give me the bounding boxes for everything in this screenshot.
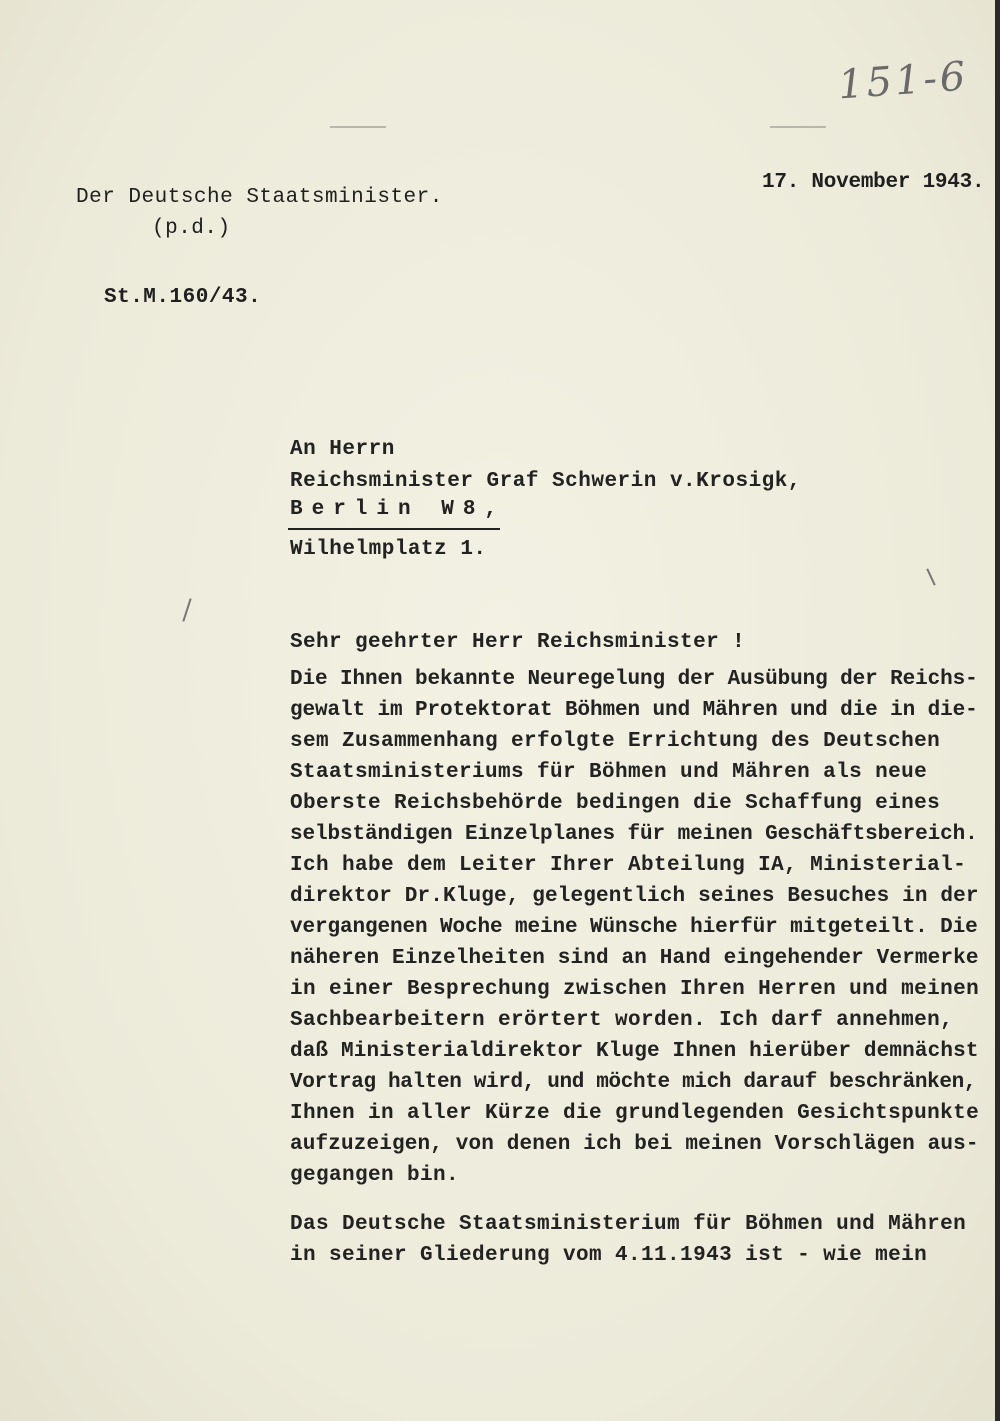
- letter-date: 17. November 1943.: [762, 171, 985, 194]
- body-line: Ich habe dem Leiter Ihrer Abteilung IA, Ministerial-: [290, 854, 967, 877]
- body-line: Sachbearbeitern erörtert worden. Ich darf annehmen,: [290, 1009, 954, 1032]
- body-line: gegangen bin.: [290, 1164, 460, 1187]
- body-line: direktor Dr.Kluge, gelegentlich seines Besuches in der: [290, 885, 979, 908]
- body-line: aufzuzeigen, von denen ich bei meinen Vorschlägen aus-: [290, 1133, 979, 1156]
- city-underline: [288, 528, 500, 530]
- smudge-mark: [330, 126, 386, 128]
- smudge-mark: [770, 126, 826, 128]
- address-city: Berlin W8,: [290, 498, 507, 521]
- body-line: daß Ministerialdirektor Kluge Ihnen hierüber demnächst: [290, 1040, 979, 1063]
- sender-line-2: (p.d.): [152, 217, 231, 240]
- body-line: selbständigen Einzelplanes für meinen Geschäftsbereich.: [290, 823, 978, 846]
- body-line: vergangenen Woche meine Wünsche hierfür mitgeteilt. Die: [290, 916, 978, 939]
- greeting: Sehr geehrter Herr Reichsminister !: [290, 631, 746, 654]
- body-line: in seiner Gliederung vom 4.11.1943 ist - wie mein: [290, 1244, 928, 1267]
- body-line: Staatsministeriums für Böhmen und Mähren als neue: [290, 761, 928, 784]
- address-street: Wilhelmplatz 1.: [290, 538, 487, 561]
- body-line: Die Ihnen bekannte Neuregelung der Ausübung der Reichs-: [290, 668, 978, 691]
- body-line: näheren Einzelheiten sind an Hand eingehender Vermerke: [290, 947, 979, 970]
- sender-line-1: Der Deutsche Staatsminister.: [76, 186, 443, 209]
- reference-number: St.M.160/43.: [104, 286, 262, 309]
- body-line: Ihnen in aller Kürze die grundlegenden Gesichtspunkte: [290, 1102, 980, 1125]
- address-name: Reichsminister Graf Schwerin v.Krosigk,: [290, 470, 801, 493]
- body-line: Oberste Reichsbehörde bedingen die Schaffung eines: [290, 792, 941, 815]
- address-prefix: An Herrn: [290, 438, 395, 461]
- pencil-stroke: [182, 598, 191, 621]
- body-line: sem Zusammenhang erfolgte Errichtung des Deutschen: [290, 730, 941, 753]
- scan-edge: [995, 0, 1000, 1421]
- body-line: Vortrag halten wird, und möchte mich darauf beschränken,: [290, 1071, 977, 1094]
- body-line: Das Deutsche Staatsministerium für Böhmen und Mähren: [290, 1213, 967, 1236]
- body-line: gewalt im Protektorat Böhmen und Mähren und die in die-: [290, 699, 978, 722]
- handwritten-archive-mark: 151-6: [836, 53, 970, 109]
- pencil-stroke: [926, 568, 935, 585]
- body-line: in einer Besprechung zwischen Ihren Herren und meinen: [290, 978, 980, 1001]
